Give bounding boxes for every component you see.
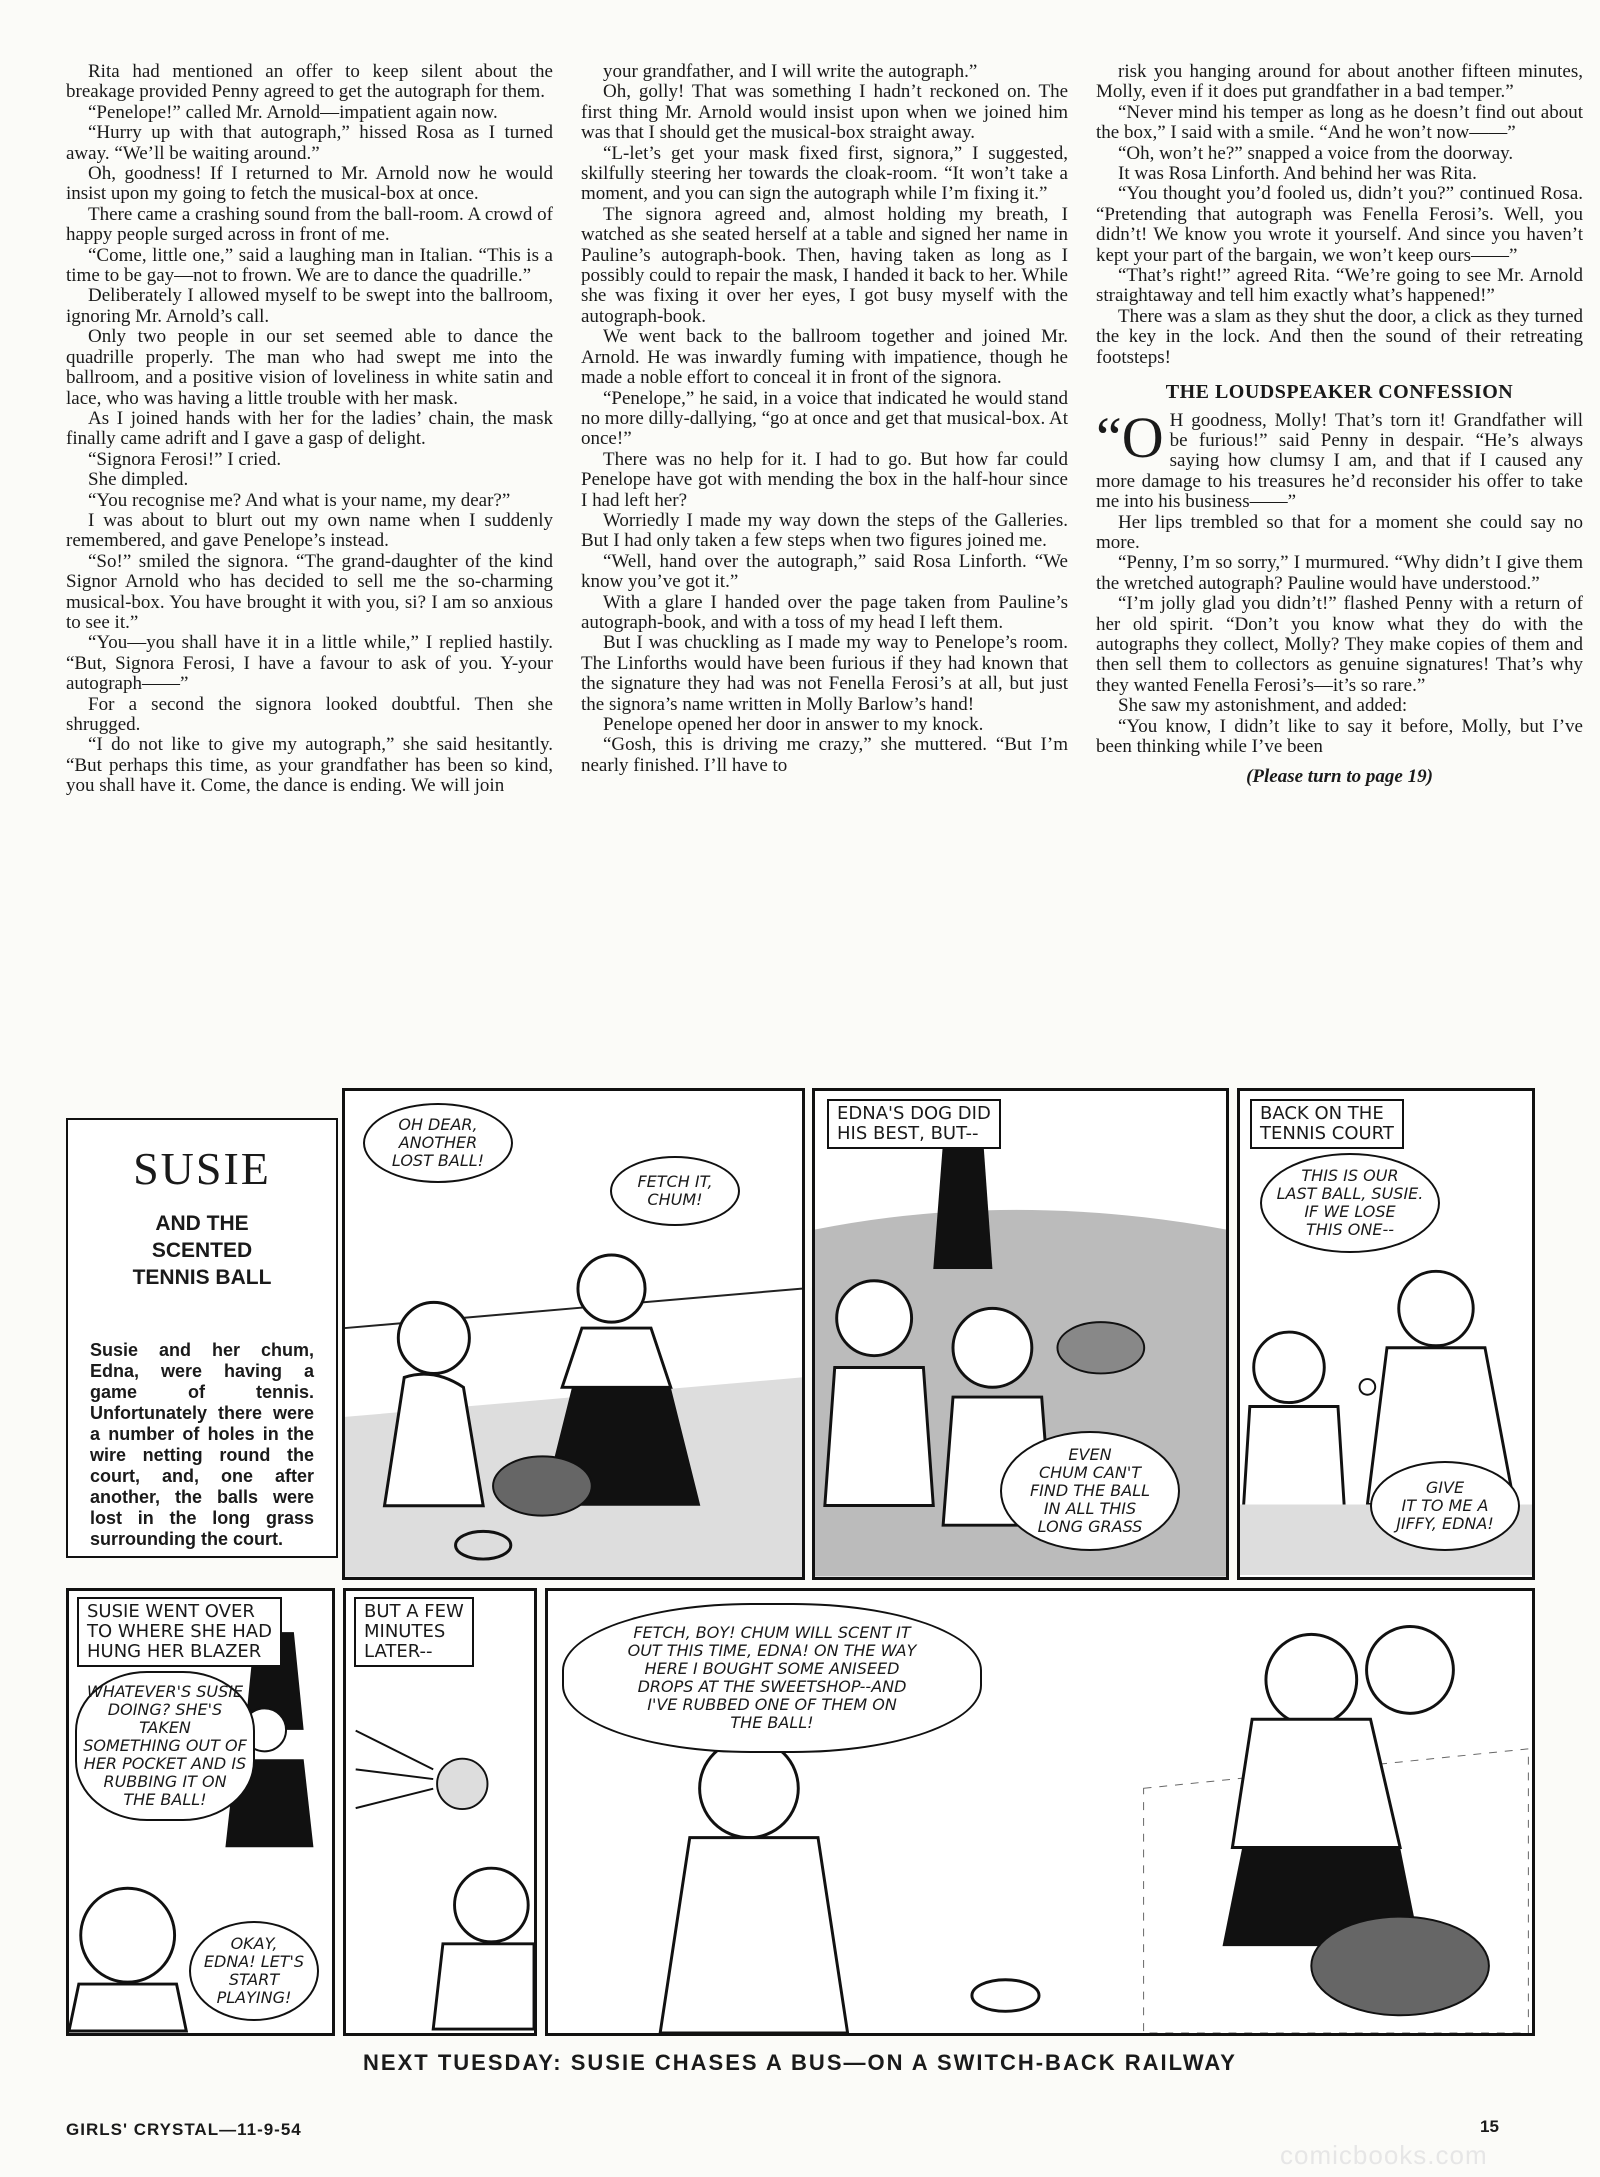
story-paragraph: Worriedly I made my way down the steps of the Galleries. But I had only taken a few steps when two figures joined me. [581,509,1068,552]
story-paragraph: “I’m jolly glad you didn’t!” flashed Penny with a return of her old spirit. “Don’t you know what they do with the autographs they collect, Molly? They make copies of them and then sell them to collectors as genuine signatures! That’s why they wanted Fenella Ferosi’s—it’s so rare.” [1096,593,1583,696]
comic-panel-4 [66,1588,335,2036]
comic-panel-5 [343,1588,537,2036]
panel-caption: SUSIE WENT OVER TO WHERE SHE HAD HUNG HER BLAZER [77,1597,282,1667]
comic-intro-text: Susie and her chum, Edna, were having a game of tennis. Unfortunately there were a number of holes in the wire netting round the court, and, one after another, the balls were lost in the long grass surrounding the court. [90,1340,314,1549]
speech-bubble: THIS IS OUR LAST BALL, SUSIE. IF WE LOSE THIS ONE-- [1260,1153,1440,1253]
story-paragraph: “You recognise me? And what is your name, my dear?” [88,489,511,511]
panel-caption: BUT A FEW MINUTES LATER-- [354,1597,474,1667]
story-paragraph: “Gosh, this is driving me crazy,” she muttered. “But I’m nearly finished. I’ll have to [581,734,1068,776]
section-subheading: THE LOUDSPEAKER CONFESSION [1165,381,1514,404]
comic-panel-1 [342,1088,805,1580]
story-paragraph: There was a slam as they shut the door, a click as they turned the key in the lock. And then the sound of their retreating footsteps! [1096,305,1583,368]
story-paragraph: Oh, goodness! If I returned to Mr. Arnold now he would insist upon my going to fetch the musical-box at once. [66,163,553,205]
speech-bubble: FETCH IT, CHUM! [610,1156,740,1226]
continued-notice: (Please turn to page 19) [1246,766,1433,788]
story-column-1 [66,62,553,797]
story-paragraph: The signora agreed and, almost holding my breath, I watched as she seated herself at a table and signed her name in Pauline’s autograph-book. Then, having taken as long as I possibly could to repair the mask, I handed it back to her. While she was fixing it over her eyes, I got busy myself with the autograph-book. [581,203,1068,327]
thought-bubble: WHATEVER'S SUSIE DOING? SHE'S TAKEN SOMETHING OUT OF HER POCKET AND IS RUBBING IT ON THE BALL! [75,1671,255,1821]
speech-bubble: GIVE IT TO ME A JIFFY, EDNA! [1370,1461,1520,1551]
story-paragraph: “You thought you’d fooled us, didn’t you?” continued Rosa. “Pretending that autograph was Fenella Ferosi’s. Well, you didn’t! We know you wrote it yourself. And since you haven’t kept your part of the bargain, we won’t keep ours——” [1096,183,1583,266]
story-paragraph: Deliberately I allowed myself to be swept into the ballroom, ignoring Mr. Arnold’s call. [66,285,553,327]
story-column-3-bottom [1096,513,1583,758]
comic-subtitle: AND THE SCENTED TENNIS BALL [132,1212,272,1289]
page-number: 15 [1480,2117,1499,2136]
story-paragraph: Rita had mentioned an offer to keep silent about the breakage provided Penny agreed to get the autograph for them. [66,61,553,103]
dropcap-paragraph-text: H goodness, Molly! That’s torn it! Grandfather will be furious!” said Penny in despair. “He’s always saying how clumsy I am, and that if I caused any more damage to his treasures he’d reconsider his offer to take me into his business——” [1096,409,1583,513]
story-paragraph: We went back to the ballroom together and joined Mr. Arnold. He was inwardly fuming with impatience, though he made a noble effort to conceal it in front of the signora. [581,326,1068,389]
story-paragraph: your grandfather, and I will write the autograph.” [603,61,978,82]
panel-caption: BACK ON THE TENNIS COURT [1250,1099,1404,1149]
story-paragraph: There was no help for it. I had to go. But how far could Penelope have got with mending the box in the half-hour since I had left her? [581,448,1068,511]
dropcap-paragraph [1096,404,1583,513]
story-paragraph: Penelope opened her door in answer to my knock. [603,714,984,735]
issue-date: GIRLS' CRYSTAL—11-9-54 [66,2120,302,2139]
next-issue-teaser: NEXT TUESDAY: SUSIE CHASES A BUS—ON A SWITCH-BACK RAILWAY [363,2050,1237,2075]
story-paragraph: It was Rosa Linforth. And behind her was Rita. [1118,163,1477,185]
comic-title-panel [66,1118,338,1558]
story-paragraph: “Well, hand over the autograph,” said Rosa Linforth. “We know you’ve got it.” [581,550,1068,593]
story-paragraph: “So!” smiled the signora. “The grand-daughter of the kind Signor Arnold who has decided to sell me the so-charming musical-box. You have brought it with you, si? I am so anxious to see it.” [66,550,553,633]
story-paragraph: Only two people in our set seemed able to dance the quadrille properly. The man who had swept me into the ballroom, and a positive vision of loveliness in white satin and lace, who was having a little trouble with her mask. [66,326,553,409]
story-paragraph: “You—you shall have it in a little while,” I replied hastily. “But, Signora Ferosi, I have a favour to ask of you. Y-your autograph——” [66,632,553,695]
story-paragraph: “Hurry up with that autograph,” hissed Rosa as I turned away. “We’ll be waiting around.” [66,122,553,164]
story-column-3-top [1096,62,1583,368]
story-column-2 [581,62,1068,776]
story-paragraph: “Penny, I’m so sorry,” I murmured. “Why didn’t I give them the wretched autograph? Pauline would have understood.” [1096,552,1583,594]
story-paragraph: “Come, little one,” said a laughing man in Italian. “This is a time to be gay—not to frown. We are to dance the quadrille.” [66,244,553,287]
speech-bubble: OH DEAR, ANOTHER LOST BALL! [363,1103,513,1183]
story-paragraph: She dimpled. [88,469,189,491]
story-paragraph: Her lips trembled so that for a moment she could say no more. [1096,511,1583,553]
story-paragraph: “L-let’s get your mask fixed first, signora,” I suggested, skilfully steering her towards the cloak-room. “It won’t take a moment, and you can sign the autograph while I’m fixing it.” [581,142,1068,205]
comic-panel-3 [1237,1088,1535,1580]
story-paragraph: risk you hanging around for about another fifteen minutes, Molly, even if it does put grandfather in a bad temper.” [1096,61,1583,103]
story-paragraph: With a glare I handed over the page taken from Pauline’s autograph-book, and with a toss of my head I left them. [581,591,1068,633]
story-paragraph: “I do not like to give my autograph,” she said hesitantly. “But perhaps this time, as your grandfather has been so kind, you shall have it. Come, the dance is ending. We will join [66,734,553,797]
watermark: comicbooks.com [1280,2140,1488,2170]
story-paragraph: For a second the signora looked doubtful. Then she shrugged. [66,693,553,735]
speech-bubble: FETCH, BOY! CHUM WILL SCENT IT OUT THIS TIME, EDNA! ON THE WAY HERE I BOUGHT SOME ANISEED DROPS AT THE SWEETSHOP--AND I'VE RUBBED ONE OF THEM ON THE BALL! [562,1603,982,1753]
story-paragraph: “You know, I didn’t like to say it before, Molly, but I’ve been thinking while I’ve been [1096,715,1583,757]
story-paragraph: “Penelope!” called Mr. Arnold—impatient again now. [88,101,498,123]
story-paragraph: She saw my astonishment, and added: [1118,695,1408,717]
story-paragraph: There came a crashing sound from the ball-room. A crowd of happy people surged across in front of me. [66,203,553,246]
story-paragraph: “Signora Ferosi!” I cried. [88,448,282,470]
speech-bubble: OKAY, EDNA! LET'S START PLAYING! [189,1921,319,2021]
panel-caption: EDNA'S DOG DID HIS BEST, BUT-- [827,1099,1001,1149]
story-paragraph: “That’s right!” agreed Rita. “We’re going to see Mr. Arnold straightaway and tell him exactly what’s happened!” [1096,265,1583,307]
speech-bubble: EVEN CHUM CAN'T FIND THE BALL IN ALL THIS LONG GRASS [1000,1431,1180,1551]
story-paragraph: “Penelope,” he said, in a voice that indicated he would stand no more dilly-dallying, “go at once and get that musical-box. At once!” [581,387,1068,450]
comic-panel-2 [812,1088,1229,1580]
story-paragraph: Oh, golly! That was something I hadn’t reckoned on. The first thing Mr. Arnold would insist upon when we joined him was that I should get the musical-box straight away. [581,81,1068,144]
comic-title: SUSIE [133,1143,271,1194]
story-paragraph: But I was chuckling as I made my way to Penelope’s room. The Linforths would have been furious if they had known that the signature they had was not Fenella Ferosi’s at all, but just the signora’s name written in Molly Barlow’s hand! [581,632,1068,715]
drop-cap: “O [1096,404,1164,470]
comic-panel-6 [545,1588,1535,2036]
story-paragraph: I was about to blurt out my own name when I suddenly remembered, and gave Penelope’s instead. [66,509,553,552]
story-paragraph: As I joined hands with her for the ladies’ chain, the mask finally came adrift and I gave a gasp of delight. [66,407,553,450]
story-paragraph: “Never mind his temper as long as he doesn’t find out about the box,” I said with a smile. “And he won’t now——” [1096,101,1583,144]
story-paragraph: “Oh, won’t he?” snapped a voice from the doorway. [1118,142,1514,164]
story-column-3 [1096,62,1583,788]
